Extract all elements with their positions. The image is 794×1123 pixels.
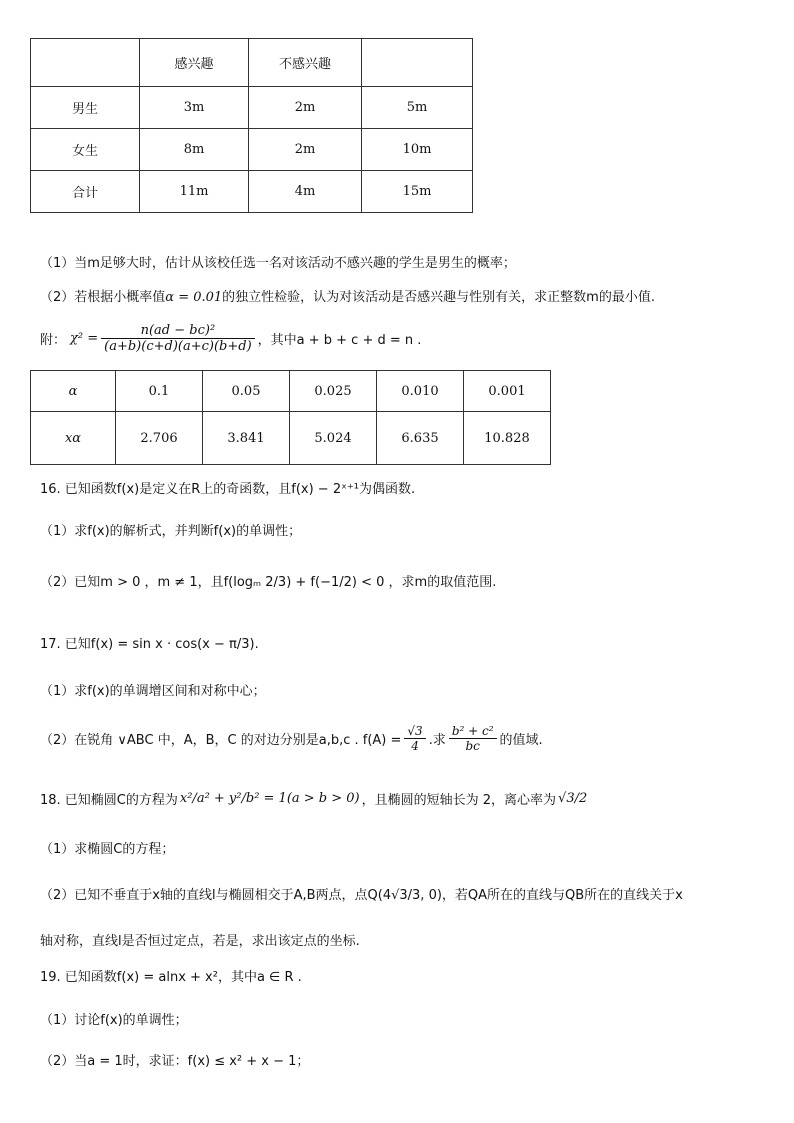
- q17-part2-text-c: 的值域.: [499, 732, 543, 748]
- table-row: [31, 371, 551, 412]
- table-cell: 0.010: [377, 371, 464, 412]
- q16-part2: （2）已知m > 0 ，m ≠ 1，且f(logₘ 2/3) + f(−1/2) < 0 ，求m的取值范围.: [40, 575, 497, 590]
- table-row: [31, 87, 473, 129]
- q18-part1: （1）求椭圆C的方程；: [40, 842, 175, 857]
- q18-part2-line2: 轴对称，直线l是否恒过定点，若是，求出该定点的坐标.: [40, 934, 360, 949]
- table-row: [31, 412, 551, 465]
- formula-numerator: n(ad − bc)²: [101, 323, 255, 339]
- q17-part2-text-a: （2）在锐角 ∨ABC 中，A，B，C 的对边分别是a,b,c . f(A) =: [40, 732, 402, 748]
- q19-part1: （1）讨论f(x)的单调性；: [40, 1013, 188, 1028]
- q19-part2: （2）当a = 1时，求证：f(x) ≤ x² + x − 1；: [40, 1054, 310, 1069]
- table-cell: 3.841: [203, 412, 290, 465]
- table-cell: 2.706: [116, 412, 203, 465]
- table-cell: 6.635: [377, 412, 464, 465]
- fraction-b2c2-over-bc: [449, 724, 497, 753]
- fraction-numerator: √3: [404, 724, 425, 739]
- q18-part2-line1: （2）已知不垂直于x轴的直线l与椭圆相交于A,B两点，点Q(4√3/3, 0)，若QA所在的直线与QB所在的直线关于x: [40, 888, 683, 903]
- table-cell: [362, 39, 473, 87]
- table-cell: 15m: [362, 171, 473, 213]
- q16-part1: （1）求f(x)的解析式，并判断f(x)的单调性；: [40, 524, 302, 539]
- table-cell: 8m: [140, 129, 249, 171]
- formula-fraction: [101, 323, 255, 354]
- table-cell: 5.024: [290, 412, 377, 465]
- table-cell: 合计: [31, 171, 140, 213]
- table-cell: 11m: [140, 171, 249, 213]
- table-cell: 感兴趣: [140, 39, 249, 87]
- fraction-denominator: bc: [465, 738, 480, 753]
- eccentricity-value: √3/2: [558, 790, 588, 806]
- table-cell: 0.025: [290, 371, 377, 412]
- fraction-denominator: 4: [411, 738, 419, 753]
- table-cell: xα: [31, 412, 116, 465]
- table-cell: 0.1: [116, 371, 203, 412]
- critical-value-table: [30, 370, 551, 465]
- table-cell: 0.001: [464, 371, 551, 412]
- q15-part2-text-b: 的独立性检验，认为对该活动是否感兴趣与性别有关，求正整数m的最小值.: [222, 290, 655, 305]
- q15-part1: （1）当m足够大时，估计从该校任选一名对该活动不感兴趣的学生是男生的概率；: [40, 256, 516, 271]
- alpha-value: α = 0.01: [165, 290, 223, 305]
- table-cell: 女生: [31, 129, 140, 171]
- formula-lhs: χ² =: [70, 330, 99, 346]
- contingency-table: [30, 38, 473, 213]
- q17-part2: [40, 718, 543, 758]
- table-cell: 2m: [249, 87, 362, 129]
- table-cell: 3m: [140, 87, 249, 129]
- table-cell: 4m: [249, 171, 362, 213]
- table-cell: 10.828: [464, 412, 551, 465]
- table-cell: [31, 39, 140, 87]
- ellipse-equation: x²/a² + y²/b² = 1(a > b > 0): [179, 790, 360, 806]
- table-row: [31, 39, 473, 87]
- q18-stem-text-a: 18. 已知椭圆C的方程为: [40, 792, 178, 808]
- table-cell: 2m: [249, 129, 362, 171]
- q18-stem-text-b: ，且椭圆的短轴长为 2，离心率为: [361, 792, 557, 808]
- table-cell: 男生: [31, 87, 140, 129]
- q15-part2-text-a: （2）若根据小概率值: [40, 290, 166, 305]
- table-cell: 不感兴趣: [249, 39, 362, 87]
- chi-square-formula: [40, 318, 421, 358]
- fraction-numerator: b² + c²: [449, 724, 497, 739]
- formula-denominator: (a+b)(c+d)(a+c)(b+d): [104, 338, 252, 354]
- q15-part2: [40, 286, 655, 305]
- q18-stem: [40, 778, 587, 818]
- q17-part2-text-b: .求: [428, 732, 446, 748]
- table-cell: 0.05: [203, 371, 290, 412]
- q17-stem: 17. 已知f(x) = sin x · cos(x − π/3).: [40, 637, 259, 652]
- q19-stem: 19. 已知函数f(x) = alnx + x²，其中a ∈ R .: [40, 970, 302, 985]
- q16-stem: 16. 已知函数f(x)是定义在R上的奇函数，且f(x) − 2ˣ⁺¹为偶函数.: [40, 482, 416, 497]
- q17-part1: （1）求f(x)的单调增区间和对称中心；: [40, 684, 266, 699]
- table-row: [31, 171, 473, 213]
- appendix-label: 附：: [40, 332, 67, 348]
- formula-note: ，其中a + b + c + d = n .: [257, 332, 422, 348]
- fraction-sqrt3-over-4: [404, 724, 425, 753]
- table-cell: 5m: [362, 87, 473, 129]
- table-cell: 10m: [362, 129, 473, 171]
- table-row: [31, 129, 473, 171]
- table-cell: α: [31, 371, 116, 412]
